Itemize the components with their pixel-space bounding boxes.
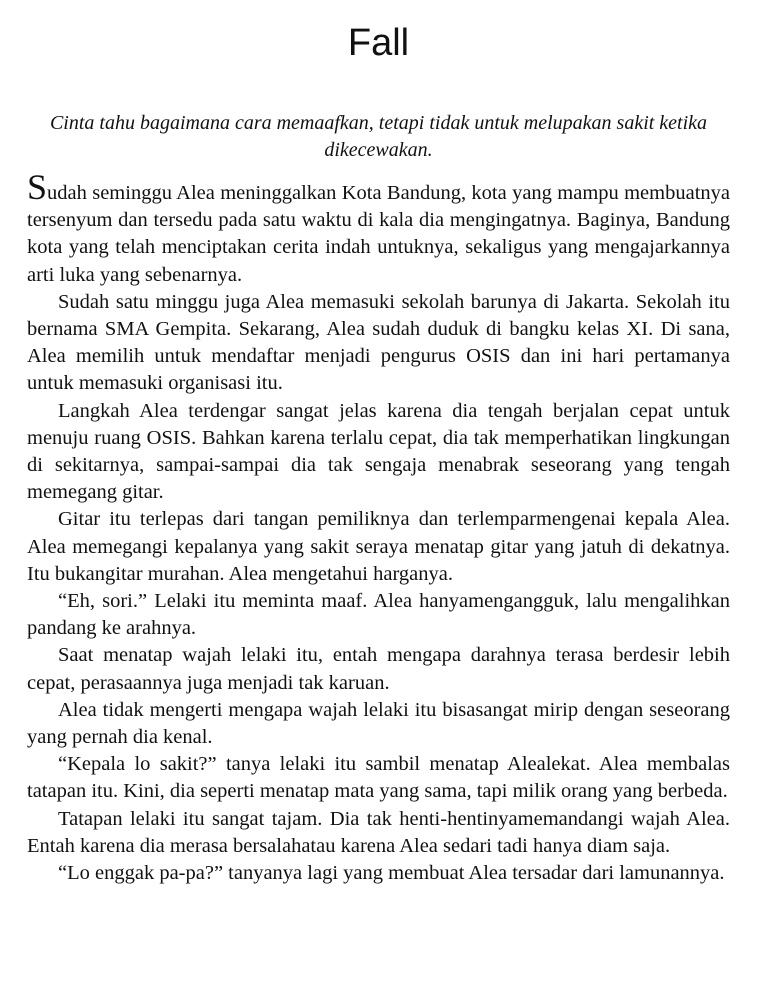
paragraph-text: udah seminggu Alea meninggalkan Kota Bandung, kota yang mampu membuatnya tersenyum dan tersedu pada satu waktu di kala dia mengingatnya. Baginya, Bandung kota yang telah menciptakan cerita indah untuknya, sekaligus yang mengajarkannya arti luka yang sebenarnya. bbox=[27, 182, 730, 286]
paragraph-3: Langkah Alea terdengar sangat jelas karena dia tengah berjalan cepat untuk menuju ruang OSIS. Bahkan karena terlalu cepat, dia tak memperhatikan lingkungan di sekitarnya, sampai-sampai dia tak sengaja menabrak seseorang yang tengah memegang gitar. bbox=[27, 399, 730, 504]
paragraph-8: “Kepala lo sakit?” tanya lelaki itu sambil menatap Alealekat. Alea membalas tatapan itu. Kini, dia seperti menatap mata yang sama, tapi milik orang yang berbeda. bbox=[27, 753, 730, 803]
chapter-title: Fall bbox=[347, 22, 410, 64]
paragraph-5: “Eh, sori.” Lelaki itu meminta maaf. Alea hanyamengangguk, lalu mengalihkan pandang ke arahnya. bbox=[27, 590, 730, 640]
paragraph-6: Saat menatap wajah lelaki itu, entah mengapa darahnya terasa berdesir lebih cepat, perasaannya juga menjadi tak karuan. bbox=[27, 644, 730, 694]
paragraph-4: Gitar itu terlepas dari tangan pemiliknya dan terlemparmengenai kepala Alea. Alea memegangi kepalanya yang sakit seraya menatap gitar yang jatuh di dekatnya. Itu bukangitar murahan. Alea mengetahui harganya. bbox=[27, 508, 730, 585]
story-body bbox=[27, 167, 730, 887]
paragraph-10: “Lo enggak pa-pa?” tanyanya lagi yang membuat Alea tersadar dari lamunannya. bbox=[58, 862, 725, 885]
paragraph-9: Tatapan lelaki itu sangat tajam. Dia tak henti-hentinyamemandangi wajah Alea. Entah karena dia merasa bersalahatau karena Alea sedari tadi hanya diam saja. bbox=[27, 807, 730, 857]
epigraph: Cinta tahu bagaimana cara memaafkan, tetapi tidak untuk melupakan sakit ketika dikecewakan. bbox=[49, 112, 708, 161]
paragraph-7: Alea tidak mengerti mengapa wajah lelaki itu bisasangat mirip dengan seseorang yang pernah dia kenal. bbox=[27, 698, 730, 749]
drop-cap: S bbox=[27, 167, 48, 207]
document-page bbox=[27, 0, 730, 887]
paragraph-2: Sudah satu minggu juga Alea memasuki sekolah barunya di Jakarta. Sekolah itu bernama SMA Gempita. Sekarang, Alea sudah duduk di bangku kelas XI. Di sana, Alea memilih untuk mendaftar menjadi pengurus OSIS dan ini hari pertamanya untuk memasuki organisasi itu. bbox=[27, 290, 730, 395]
paragraph-1 bbox=[27, 167, 730, 289]
